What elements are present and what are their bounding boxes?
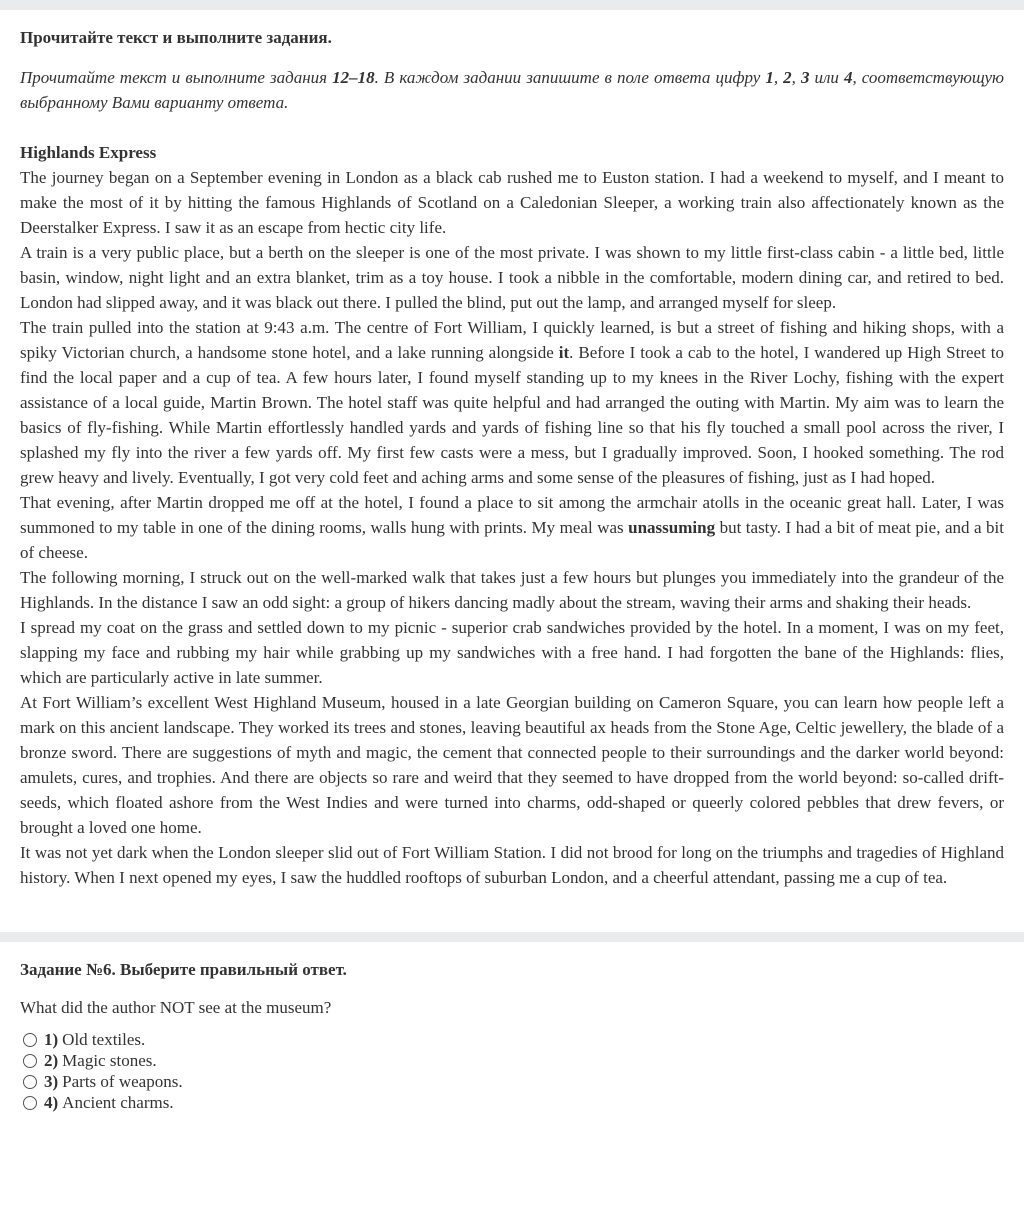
radio-button[interactable] [23,1075,37,1089]
reading-task-block [0,10,1024,890]
option-text: Parts of weapons. [62,1071,183,1091]
instruction-text: , [791,68,801,87]
highlighted-word: unassuming [628,518,716,537]
answer-option-1[interactable] [20,1029,1004,1050]
article-paragraph [20,565,1004,615]
instruction-digit: 1 [765,68,774,87]
question-heading: Задание №6. Выберите правильный ответ. [20,960,347,979]
instruction-text: Прочитайте текст и выполните задания [20,68,333,87]
highlighted-word: it [558,343,570,362]
instruction-task-range: 12–18 [332,68,375,87]
answer-options [20,1029,1004,1113]
radio-button[interactable] [23,1054,37,1068]
radio-button[interactable] [23,1033,37,1047]
paragraph-text: I spread my coat on the grass and settled down to my picnic - superior crab sandwiches provided by the hotel. In a moment, I was on my feet, slapping my face and rubbing my hair while grabbing up my sandwiches with a free hand. I had forgotten the bane of the Highlands: flies, which are particularly active in late summer. [20,618,1004,687]
option-number: 1) [44,1029,59,1049]
task-instruction [20,65,1004,115]
paragraph-text: . Before I took a cab to the hotel, I wandered up High Street to find the local paper and a cup of tea. A few hours later, I found myself standing up to my knees in the River Lochy, fishing with the expert assistance of a local guide, Martin Brown. The hotel staff was quite helpful and had arranged the outing with Martin. My aim was to learn the basics of fly-fishing. While Martin effortlessly handled yards and yards of fishing line so that his fly touched a small pool across the river, I splashed my fly into the river a few yards off. My first few casts were a mess, but I gradually improved. Soon, I hooked something. The rod grew heavy and lively. Eventually, I got very cold feet and aching arms and some sense of the pleasures of fishing, just as I had hoped. [20,343,1004,487]
top-divider [0,0,1024,10]
paragraph-text: At Fort William’s excellent West Highland Museum, housed in a late Georgian building on Cameron Square, you can learn how people left a mark on this ancient landscape. They worked its trees and stones, leaving beautiful ax heads from the Stone Age, Celtic jewellery, the blade of a bronze sword. There are suggestions of myth and magic, the cement that connected people to their surroundings and the darker world beyond: amulets, cures, and trophies. And there are objects so rare and weird that they seemed to have dropped from the world beyond: so-called drift-seeds, which floated ashore from the West Indies and were turned into charms, odd-shaped or queerly colored pebbles that drew fevers, or brought a loved one home. [20,693,1004,837]
radio-button[interactable] [23,1096,37,1110]
article-title: Highlands Express [20,143,157,162]
instruction-text: или [809,68,844,87]
paragraph-text: The train pulled into the station at 9:43 a.m. The centre of Fort William, I quickly learned, is but a street of fishing and hiking shops, with a spiky Victorian church, a handsome stone hotel, and a lake running alongside [20,318,1004,362]
option-text: Old textiles. [62,1029,146,1049]
article-paragraph [20,690,1004,840]
option-number: 4) [44,1092,59,1112]
paragraph-text: but tasty. I had a bit of meat pie, and a bit of cheese. [20,518,1004,562]
paragraph-text: A train is a very public place, but a berth on the sleeper is one of the most private. I was shown to my little first-class cabin - a little bed, little basin, window, night light and an extra blanket, trim as a toy house. I took a nibble in the comfortable, modern dining car, and retired to bed. London had slipped away, and it was black out there. I pulled the blind, put out the lamp, and arranged myself for sleep. [20,243,1004,312]
instruction-text: , соответствующую выбранному Вами варианту ответа. [20,68,1005,112]
paragraph-text: It was not yet dark when the London sleeper slid out of Fort William Station. I did not brood for long on the triumphs and tragedies of Highland history. When I next opened my eyes, I saw the huddled rooftops of suburban London, and a cheerful attendant, passing me a cup of tea. [20,843,1004,887]
article-paragraph [20,165,1004,240]
option-number: 2) [44,1050,59,1070]
answer-option-3[interactable] [20,1071,1004,1092]
instruction-digit: 2 [783,68,792,87]
paragraph-text: That evening, after Martin dropped me off at the hotel, I found a place to sit among the armchair atolls in the oceanic great hall. Later, I was summoned to my table in one of the dining rooms, walls hung with prints. My meal was [20,493,1004,537]
question-block [0,942,1024,1113]
article-paragraph [20,840,1004,890]
task-heading: Прочитайте текст и выполните задания. [20,28,332,47]
option-number: 3) [44,1071,59,1091]
option-text: Magic stones. [62,1050,157,1070]
answer-option-2[interactable] [20,1050,1004,1071]
article-paragraph [20,315,1004,490]
article-paragraph [20,615,1004,690]
instruction-text: , [773,68,784,87]
option-text: Ancient charms. [62,1092,174,1112]
question-text: What did the author NOT see at the museum? [20,998,332,1017]
instruction-text: . В каждом задании запишите в поле ответа цифру [374,68,766,87]
article-paragraph [20,490,1004,565]
article-body [20,165,1004,890]
instruction-digit: 4 [843,68,853,87]
article-paragraph [20,240,1004,315]
instruction-digit: 3 [800,68,810,87]
section-divider [0,932,1024,942]
paragraph-text: The following morning, I struck out on the well-marked walk that takes just a few hours but plunges you immediately into the grandeur of the Highlands. In the distance I saw an odd sight: a group of hikers dancing madly about the stream, waving their arms and shaking their heads. [20,568,1004,612]
paragraph-text: The journey began on a September evening in London as a black cab rushed me to Euston station. I had a weekend to myself, and I meant to make the most of it by hitting the famous Highlands of Scotland on a Caledonian Sleeper, a working train also affectionately known as the Deerstalker Express. I saw it as an escape from hectic city life. [20,168,1004,237]
answer-option-4[interactable] [20,1092,1004,1113]
